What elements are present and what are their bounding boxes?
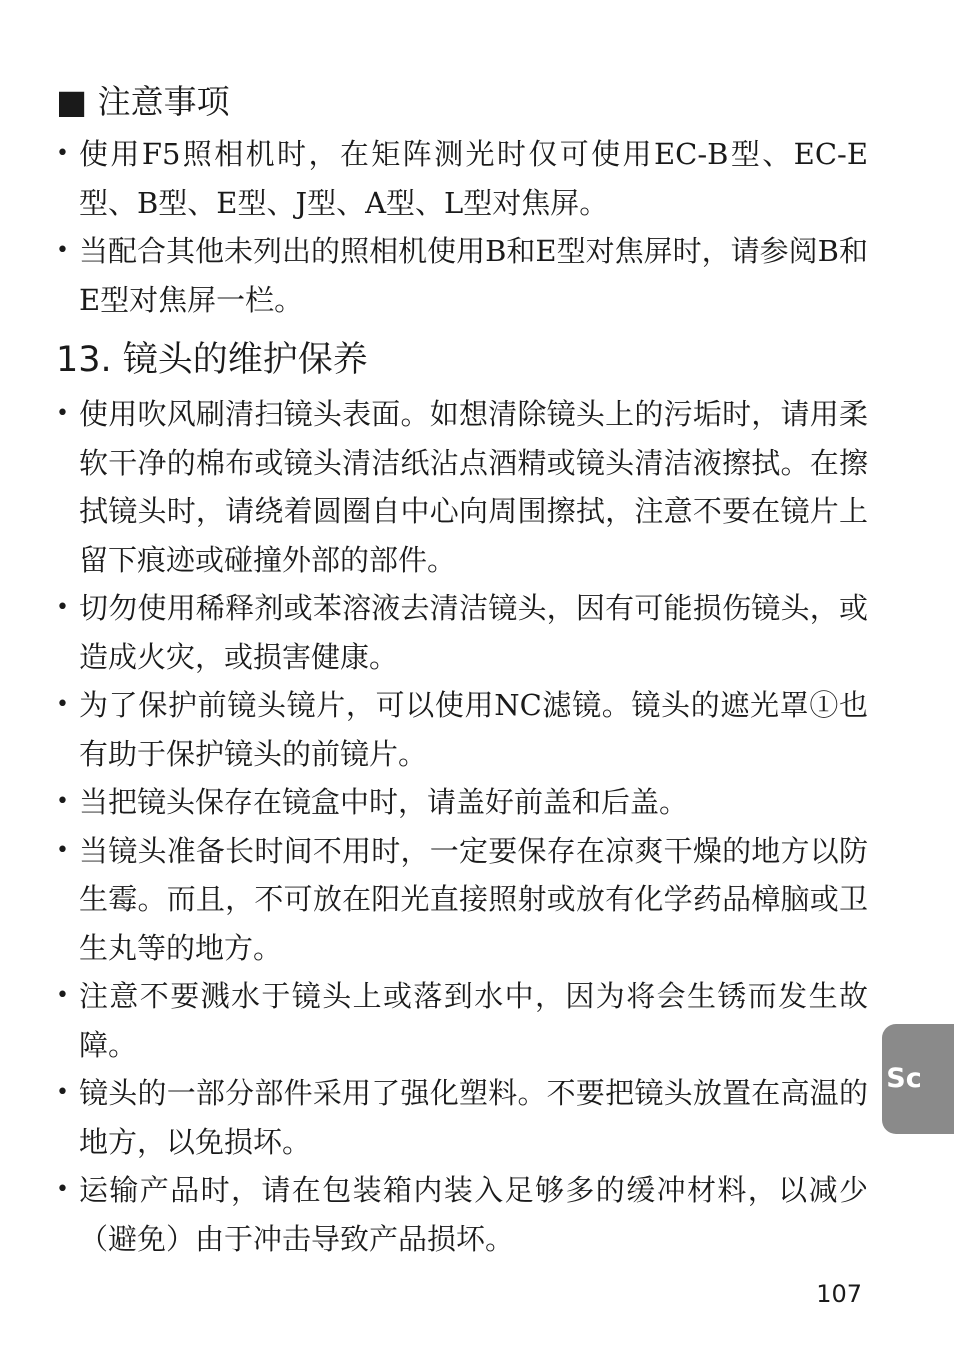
bullet-icon: •: [56, 1080, 69, 1105]
notes-list-item: [56, 130, 868, 227]
care-item-text: 当把镜头保存在镜盒中时，请盖好前盖和后盖。: [79, 785, 689, 819]
care-list-item: [56, 1166, 868, 1263]
notes-list: [56, 130, 868, 324]
language-tab: [882, 1024, 954, 1134]
bullet-icon: •: [56, 692, 69, 717]
bullet-icon: •: [56, 401, 69, 426]
bullet-icon: •: [56, 983, 69, 1008]
care-list-item: [56, 584, 868, 681]
care-item-text: 切勿使用稀释剂或苯溶液去清洁镜头，因有可能损伤镜头，或造成火灾，或损害健康。: [79, 591, 868, 674]
bullet-icon: •: [56, 837, 69, 863]
notes-item-text: 当配合其他未列出的照相机使用B和E型对焦屏时，请参阅B和E型对焦屏一栏。: [79, 234, 868, 317]
care-item-text: 为了保护前镜头镜片，可以使用NC滤镜。镜头的遮光罩①也有助于保护镜头的前镜片。: [79, 688, 868, 771]
bullet-icon: •: [56, 1177, 69, 1202]
page-number: 107: [816, 1280, 862, 1308]
care-list-item: [56, 1069, 868, 1166]
care-item-text: 当镜头准备长时间不用时，一定要保存在凉爽干燥的地方以防生霉。而且，不可放在阳光直接照射或放有化学药品樟脑或卫生丸等的地方。: [79, 833, 868, 965]
bullet-icon: •: [56, 141, 69, 166]
care-list-item: [56, 972, 868, 1069]
care-list-item: [56, 778, 868, 827]
language-tab-label: Sc: [886, 1063, 922, 1094]
care-list-item: [56, 390, 868, 584]
care-item-text: 使用吹风刷清扫镜头表面。如想清除镜头上的污垢时，请用柔软干净的棉布或镜头清洁纸沾点酒精或镜头清洁液擦拭。在擦拭镜头时，请绕着圆圈自中心向周围擦拭，注意不要在镜片上留下痕迹或碰撞外部的部件。: [79, 397, 868, 577]
bullet-icon: •: [56, 238, 69, 263]
notes-list-item: [56, 227, 868, 324]
care-list-item: [56, 681, 868, 778]
care-list-item: [56, 827, 868, 973]
care-item-text: 运输产品时，请在包装箱内装入足够多的缓冲材料，以减少（避免）由于冲击导致产品损坏。: [79, 1173, 868, 1256]
bullet-icon: •: [56, 789, 69, 814]
bullet-icon: •: [56, 595, 69, 620]
care-heading: 13. 镜头的维护保养: [56, 340, 368, 380]
care-item-text: 镜头的一部分部件采用了强化塑料。不要把镜头放置在高温的地方，以免损坏。: [79, 1076, 868, 1159]
care-item-text: 注意不要溅水于镜头上或落到水中，因为将会生锈而发生故障。: [79, 979, 868, 1062]
notes-heading: ■ 注意事项: [56, 82, 230, 121]
care-list: [56, 390, 868, 1263]
notes-item-text: 使用F5照相机时，在矩阵测光时仅可使用EC-B型、EC-E型、B型、E型、J型、A型、L型对焦屏。: [79, 137, 868, 220]
